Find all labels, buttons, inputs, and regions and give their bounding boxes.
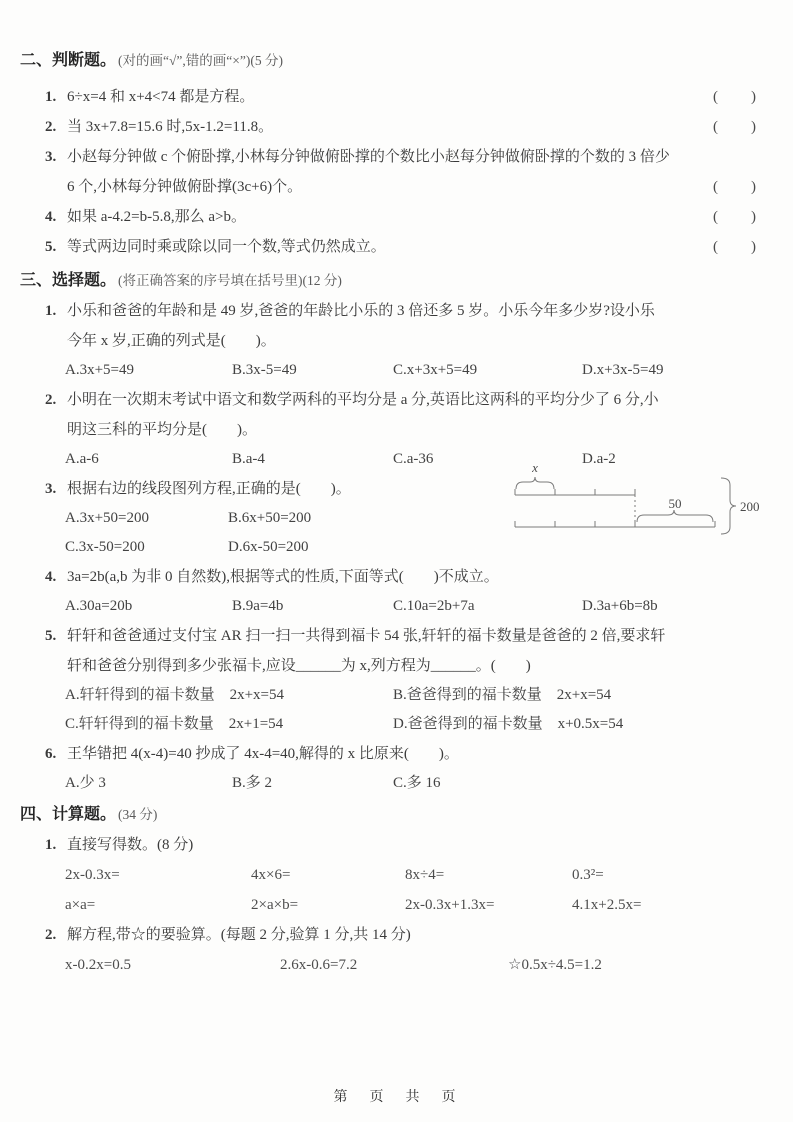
question-text: 小明在一次期末考试中语文和数学两科的平均分是 a 分,英语比这两科的平均分少了 6 分,小 <box>67 392 659 408</box>
option-c: C.10a=2b+7a <box>393 598 475 614</box>
question-number: 1. <box>45 303 57 319</box>
line-segment-diagram <box>505 458 763 546</box>
section-judge-title <box>20 46 765 76</box>
section-choice-title-text: 三、选择题。 <box>20 272 117 289</box>
option-d: D.6x-50=200 <box>228 539 309 555</box>
equation: x-0.2x=0.5 <box>65 957 131 973</box>
judge-question-5 <box>20 232 765 262</box>
expression: 0.3²= <box>572 867 604 883</box>
equation: 2.6x-0.6=7.2 <box>280 957 358 973</box>
question-text: 根据右边的线段图列方程,正确的是( )。 <box>67 481 351 497</box>
question-text: 直接写得数。(8 分) <box>67 837 194 853</box>
option-a: A.3x+5=49 <box>65 362 135 378</box>
question-text: 6÷x=4 和 x+4<74 都是方程。 <box>67 89 255 105</box>
equation: ☆0.5x÷4.5=1.2 <box>508 957 602 973</box>
option-d: D.爸爸得到的福卡数量 x+0.5x=54 <box>393 716 624 732</box>
question-number: 3. <box>45 481 57 497</box>
question-text: 3a=2b(a,b 为非 0 自然数),根据等式的性质,下面等式( )不成立。 <box>67 569 499 585</box>
diagram-fifty-label: 50 <box>668 496 682 511</box>
question-number: 3. <box>45 149 57 165</box>
answer-bracket: ( ) <box>713 239 757 255</box>
question-text: 当 3x+7.8=15.6 时,5x-1.2=11.8。 <box>67 119 274 135</box>
diagram-x-label: x <box>532 460 538 475</box>
judge-question-2 <box>20 112 765 142</box>
diagram-total-label: 200 <box>740 499 760 514</box>
question-text: 轩轩和爸爸通过支付宝 AR 扫一扫一共得到福卡 54 张,轩轩的福卡数量是爸爸的 2 倍,要求轩 <box>67 628 666 644</box>
option-a: A.30a=20b <box>65 598 133 614</box>
expression: 8x÷4= <box>405 867 445 883</box>
option-b: B.爸爸得到的福卡数量 2x+x=54 <box>393 687 612 703</box>
question-number: 4. <box>45 569 57 585</box>
question-text: 解方程,带☆的要验算。(每题 2 分,验算 1 分,共 14 分) <box>67 927 411 943</box>
question-number: 2. <box>45 119 57 135</box>
question-number: 2. <box>45 392 57 408</box>
expression: 2×a×b= <box>251 897 299 913</box>
option-c: C.3x-50=200 <box>65 539 145 555</box>
question-text: 王华错把 4(x-4)=40 抄成了 4x-4=40,解得的 x 比原来( )。 <box>67 746 459 762</box>
option-a: A.a-6 <box>65 451 99 467</box>
question-text: 小乐和爸爸的年龄和是 49 岁,爸爸的年龄比小乐的 3 倍还多 5 岁。小乐今年多少岁?设小乐 <box>67 303 655 319</box>
expression: 2x-0.3x= <box>65 867 120 883</box>
judge-question-1 <box>20 82 765 112</box>
option-b: B.多 2 <box>232 775 273 791</box>
option-a: A.少 3 <box>65 775 106 791</box>
option-d: D.a-2 <box>582 451 616 467</box>
question-number: 1. <box>45 837 57 853</box>
option-b: B.9a=4b <box>232 598 284 614</box>
option-b: B.6x+50=200 <box>228 510 312 526</box>
choice-question-5 <box>20 621 765 739</box>
question-number: 1. <box>45 89 57 105</box>
question-number: 2. <box>45 927 57 943</box>
answer-bracket: ( ) <box>713 209 757 225</box>
option-b: B.a-4 <box>232 451 265 467</box>
choice-question-4 <box>20 562 765 621</box>
total-brace <box>721 478 736 534</box>
section-calc-title-text: 四、计算题。 <box>20 806 117 823</box>
answer-bracket: ( ) <box>713 179 757 195</box>
option-a: A.3x+50=200 <box>65 510 150 526</box>
section-calc-title <box>20 800 765 830</box>
choice-question-6 <box>20 739 765 798</box>
option-b: B.3x-5=49 <box>232 362 297 378</box>
question-text: 如果 a-4.2=b-5.8,那么 a>b。 <box>67 209 246 225</box>
answer-bracket: ( ) <box>713 89 757 105</box>
section-choice-note: (将正确答案的序号填在括号里)(12 分) <box>118 273 342 288</box>
expression: 2x-0.3x+1.3x= <box>405 897 495 913</box>
option-a: A.轩轩得到的福卡数量 2x+x=54 <box>65 687 285 703</box>
answer-bracket: ( ) <box>713 119 757 135</box>
calc-part-1 <box>20 830 765 920</box>
section-choice-title <box>20 266 765 296</box>
judge-question-4 <box>20 202 765 232</box>
question-text: 明这三科的平均分是( )。 <box>67 422 257 438</box>
section-calc-note: (34 分) <box>118 807 158 822</box>
fifty-brace <box>637 510 713 522</box>
question-text: 6 个,小林每分钟做俯卧撑(3c+6)个。 <box>67 179 303 195</box>
option-c: C.x+3x+5=49 <box>393 362 478 378</box>
calc-part-2 <box>20 920 765 980</box>
question-number: 5. <box>45 239 57 255</box>
question-number: 6. <box>45 746 57 762</box>
option-c: C.a-36 <box>393 451 434 467</box>
option-c: C.多 16 <box>393 775 441 791</box>
judge-question-3 <box>20 142 765 202</box>
choice-question-1 <box>20 296 765 385</box>
question-text: 今年 x 岁,正确的列式是( )。 <box>67 333 276 349</box>
section-judge-note: (对的画“√”,错的画“×”)(5 分) <box>118 53 283 68</box>
expression: 4.1x+2.5x= <box>572 897 642 913</box>
footer-page-label: 第 页 共 页 <box>333 1090 460 1105</box>
section-judge-title-text: 二、判断题。 <box>20 52 117 69</box>
question-text: 等式两边同时乘或除以同一个数,等式仍然成立。 <box>67 239 386 255</box>
expression: a×a= <box>65 897 96 913</box>
x-brace <box>516 477 554 489</box>
option-c: C.轩轩得到的福卡数量 2x+1=54 <box>65 716 284 732</box>
question-text: 轩和爸爸分别得到多少张福卡,应设______为 x,列方程为______。( ) <box>67 658 531 674</box>
question-text: 小赵每分钟做 c 个俯卧撑,小林每分钟做俯卧撑的个数比小赵每分钟做俯卧撑的个数的 3 倍少 <box>67 149 670 165</box>
expression: 4x×6= <box>251 867 291 883</box>
question-number: 4. <box>45 209 57 225</box>
option-d: D.x+3x-5=49 <box>582 362 664 378</box>
option-d: D.3a+6b=8b <box>582 598 658 614</box>
question-number: 5. <box>45 628 57 644</box>
